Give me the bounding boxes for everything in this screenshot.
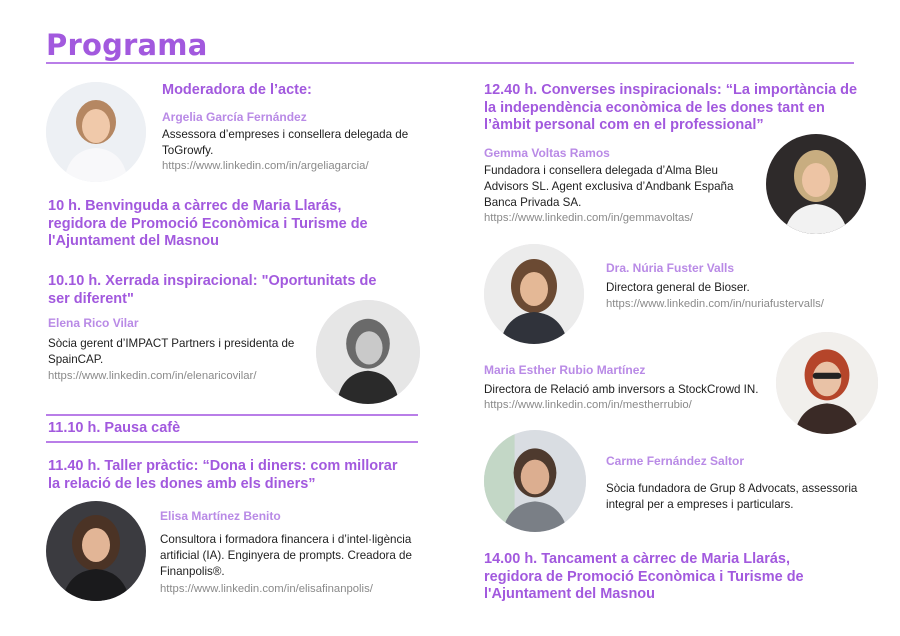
panel-speaker-link[interactable]: https://www.linkedin.com/in/gemmavoltas/ xyxy=(484,212,694,224)
panel-speaker-name: Dra. Núria Fuster Valls xyxy=(606,261,735,275)
moderator-photo xyxy=(46,82,146,182)
panel-speaker-link[interactable]: https://www.linkedin.com/in/nuriafustervalls/ xyxy=(606,298,824,310)
panel-speaker-desc: Fundadora i consellera delegada d’Alma Bleu Advisors SL. Agent exclusiva d’Andbank España Banca Privada SA. xyxy=(484,164,734,209)
pause-rule-bottom xyxy=(46,441,418,443)
workshop-heading: 11.40 h. Taller pràctic: “Dona i diners: com millorar la relació de les dones amb els diners” xyxy=(48,458,398,492)
workshop-speaker-name: Elisa Martínez Benito xyxy=(160,509,281,523)
panel-speaker-photo xyxy=(776,332,878,434)
talk-speaker-photo xyxy=(316,300,420,404)
closing-heading: 14.00 h. Tancament a càrrec de Maria Llarás, regidora de Promoció Econòmica i Turisme de l'Ajuntament del Masnou xyxy=(484,551,804,602)
panel-heading: 12.40 h. Converses inspiracionals: “La importància de la independència econòmica de les dones tant en l’àmbit personal com en el professional” xyxy=(484,82,858,133)
workshop-speaker-photo xyxy=(46,501,146,601)
workshop-speaker-link[interactable]: https://www.linkedin.com/in/elisafinanpolis/ xyxy=(160,583,373,595)
workshop-speaker-desc: Consultora i formadora financera i d’intel·ligència artificial (IA). Enginyera de prompts. Creadora de Finanpolis®. xyxy=(160,533,412,578)
panel-speaker-name: Gemma Voltas Ramos xyxy=(484,146,610,160)
moderator-desc: Assessora d’empreses i consellera delegada de ToGrowfy. xyxy=(162,128,409,157)
panel-speaker-link[interactable]: https://www.linkedin.com/in/mestherrubio/ xyxy=(484,399,692,411)
panel-speaker-photo xyxy=(484,244,584,344)
welcome-heading: 10 h. Benvinguda a càrrec de Maria Llarás, regidora de Promoció Econòmica i Turisme de l'Ajuntament del Masnou xyxy=(48,198,368,249)
panel-speaker-name: Maria Esther Rubio Martínez xyxy=(484,363,646,377)
pause-heading: 11.10 h. Pausa cafè xyxy=(48,420,181,436)
talk-speaker-desc: Sòcia gerent d’IMPACT Partners i presidenta de SpainCAP. xyxy=(48,337,295,366)
page-title: Programa xyxy=(46,28,208,62)
panel-speaker-name: Carme Fernández Saltor xyxy=(606,454,745,468)
panel-speaker-desc: Sòcia fundadora de Grup 8 Advocats, assessoria integral per a empreses i particulars. xyxy=(606,482,858,511)
talk-speaker-name: Elena Rico Vilar xyxy=(48,316,139,330)
moderator-link[interactable]: https://www.linkedin.com/in/argeliagarcia/ xyxy=(162,160,369,172)
pause-rule-top xyxy=(46,414,418,416)
moderator-heading: Moderadora de l’acte: xyxy=(162,82,312,98)
talk-heading: 10.10 h. Xerrada inspiracional: "Oportunitats de ser diferent" xyxy=(48,273,377,307)
panel-speaker-desc: Directora de Relació amb inversors a StockCrowd IN. xyxy=(484,383,759,396)
moderator-name: Argelia García Fernández xyxy=(162,110,307,124)
title-rule xyxy=(46,62,854,64)
talk-speaker-link[interactable]: https://www.linkedin.com/in/elenaricovilar/ xyxy=(48,370,257,382)
panel-speaker-photo xyxy=(766,134,866,234)
panel-speaker-photo xyxy=(484,430,586,532)
panel-speaker-desc: Directora general de Bioser. xyxy=(606,281,750,294)
